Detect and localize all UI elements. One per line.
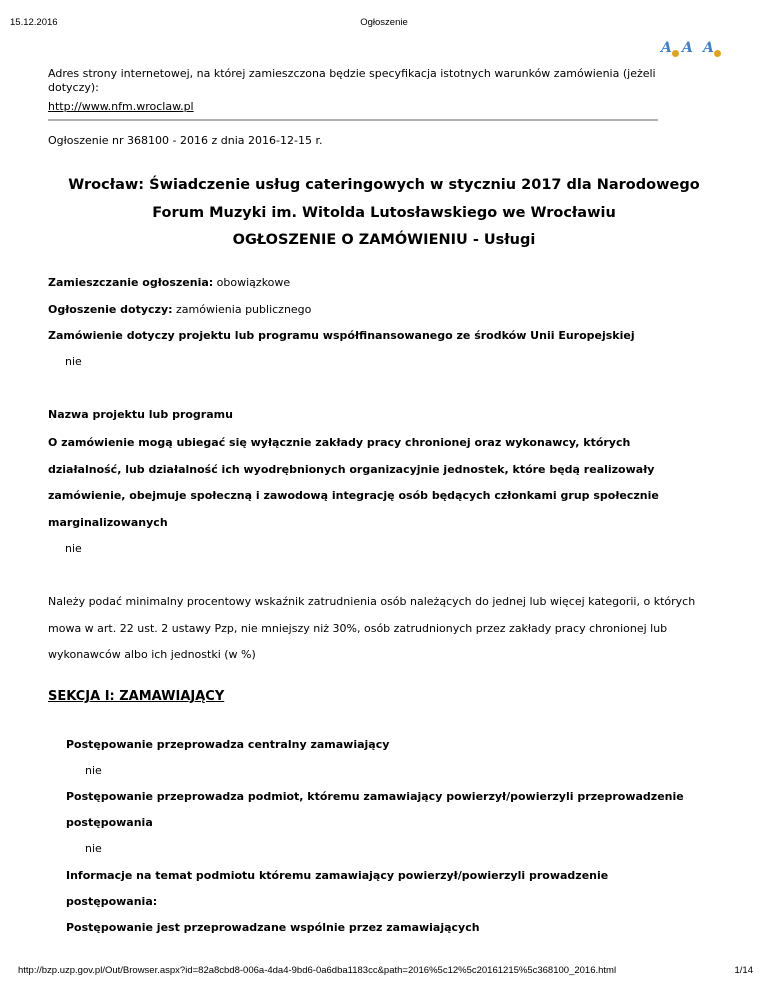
- font-normal-icon[interactable]: A: [682, 40, 693, 56]
- concerns-value: zamówienia publicznego: [172, 303, 312, 316]
- placement-label: Zamieszczanie ogłoszenia:: [48, 276, 214, 289]
- spec-url-link[interactable]: http://www.nfm.wroclaw.pl: [48, 100, 194, 113]
- protected-label-line-1: O zamówienie mogą ubiegać się wyłącznie zakłady pracy chronionej oraz wykonawcy, których: [48, 436, 631, 449]
- notice-number: Ogłoszenie nr 368100 - 2016 z dnia 2016-12-15 r.: [48, 134, 323, 147]
- concerns-row: [48, 303, 311, 317]
- placement-row: [48, 276, 290, 290]
- section-1-heading: SEKCJA I: ZAMAWIAJĄCY: [48, 689, 225, 704]
- protected-label-line-2: działalność, lub działalność ich wyodrębnionych organizacyjnie jednostek, które będą realizowały: [48, 463, 655, 476]
- font-size-controls: [661, 40, 719, 56]
- placement-value: obowiązkowe: [213, 276, 291, 289]
- entrusted-entity-label-line-1: Postępowanie przeprowadza podmiot, któremu zamawiający powierzył/powierzyli przeprowadzenie: [66, 790, 684, 803]
- central-buyer-label: Postępowanie przeprowadza centralny zamawiający: [66, 738, 390, 751]
- print-date: 15.12.2016: [10, 17, 58, 28]
- spec-label-line-2: dotyczy):: [48, 81, 99, 94]
- protected-label-line-4: marginalizowanych: [48, 516, 168, 529]
- protected-label-line-3: zamówienie, obejmuje społeczną i zawodową integrację osób będących członkami grup społecznie: [48, 489, 659, 502]
- font-increase-icon[interactable]: A: [661, 40, 677, 56]
- print-footer-url: http://bzp.uzp.gov.pl/Out/Browser.aspx?id=82a8cbd8-006a-4da4-9bd6-0a6dba1183cc&path=2016%5c12%5c20161215%5c368100_2016.html: [18, 965, 617, 976]
- employment-text-line-1: Należy podać minimalny procentowy wskaźnik zatrudnienia osób należących do jednej lub więcej kategorii, o których: [48, 595, 696, 608]
- spec-label-line-1: Adres strony internetowej, na której zamieszczona będzie specyfikacja istotnych warunków zamówienia (jeżeli: [48, 67, 656, 80]
- notice-title-line-1: Wrocław: Świadczenie usług cateringowych w styczniu 2017 dla Narodowego: [68, 177, 700, 193]
- divider: [48, 119, 658, 121]
- entrusted-entity-label-line-2: postępowania: [66, 816, 153, 829]
- print-page-number: 1/14: [734, 965, 753, 976]
- central-buyer-value: nie: [85, 764, 102, 777]
- entity-info-label-line-2: postępowania:: [66, 895, 158, 908]
- project-name-label: Nazwa projektu lub programu: [48, 408, 233, 421]
- notice-type-heading: OGŁOSZENIE O ZAMÓWIENIU - Usługi: [232, 232, 536, 248]
- font-decrease-icon[interactable]: A: [703, 40, 719, 56]
- employment-text-line-3: wykonawców albo ich jednostki (w %): [48, 648, 256, 661]
- protected-value: nie: [65, 542, 82, 555]
- entity-info-label-line-1: Informacje na temat podmiotu któremu zamawiający powierzył/powierzyli prowadzenie: [66, 869, 609, 882]
- notice-title-line-2: Forum Muzyki im. Witolda Lutosławskiego we Wrocławiu: [152, 205, 616, 221]
- eu-funding-label: Zamówienie dotyczy projektu lub programu współfinansowanego ze środków Unii Europejskiej: [48, 329, 635, 342]
- joint-procurement-label: Postępowanie jest przeprowadzane wspólnie przez zamawiających: [66, 921, 480, 934]
- eu-funding-value: nie: [65, 355, 82, 368]
- entrusted-entity-value: nie: [85, 842, 102, 855]
- employment-text-line-2: mowa w art. 22 ust. 2 ustawy Pzp, nie mniejszy niż 30%, osób zatrudnionych przez zakłady pracy chronionej lub: [48, 622, 668, 635]
- concerns-label: Ogłoszenie dotyczy:: [48, 303, 173, 316]
- print-page-title: Ogłoszenie: [360, 17, 408, 28]
